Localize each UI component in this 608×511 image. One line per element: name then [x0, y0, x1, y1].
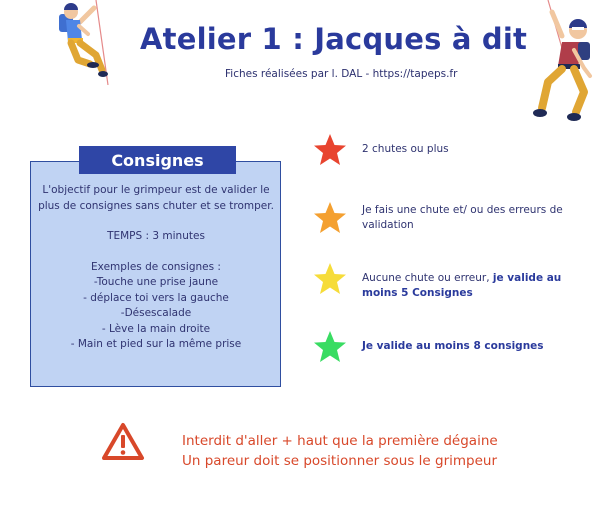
star-shape: [314, 202, 346, 233]
level-text: 2 chutes ou plus: [362, 143, 449, 155]
warning-line-1: Interdit d'aller + haut que la première dégaine: [182, 433, 498, 449]
level-text: Je fais une chute et/ ou des erreurs de validation: [362, 204, 563, 231]
page-subtitle: Fiches réalisées par l. DAL - https://tapeps.fr: [225, 68, 458, 80]
level-text-bold: Je valide au moins 8 consignes: [362, 340, 544, 352]
level-label-2: [362, 203, 582, 233]
star-shape: [314, 263, 346, 294]
red-star-icon: [313, 133, 347, 167]
orange-star-icon: [313, 201, 347, 235]
level-text-bold: je valide au moins 5 Consignes: [362, 272, 562, 299]
level-text: Aucune chute ou erreur,: [362, 272, 493, 284]
climber-left-icon: [50, 0, 120, 85]
instructions-intro: L'objectif pour le grimpeur est de valider le plus de consignes sans chuter et se tromper.: [38, 184, 274, 212]
example-item: - déplace toi vers la gauche: [83, 291, 229, 304]
example-item: - Lève la main droite: [101, 322, 211, 335]
yellow-star-icon: [313, 262, 347, 296]
level-label-3: [362, 271, 582, 301]
instructions-heading: Consignes: [79, 146, 236, 174]
example-item: -Désescalade: [120, 307, 192, 319]
climber-right-icon: [518, 0, 603, 125]
instructions-time: TEMPS : 3 minutes: [107, 230, 205, 242]
level-label-1: [362, 142, 582, 157]
star-shape: [314, 331, 346, 362]
example-item: -Touche une prise jaune: [93, 276, 219, 288]
warning-line-2: Un pareur doit se positionner sous le grimpeur: [182, 453, 498, 469]
page-title: Atelier 1 : Jacques à dit: [140, 22, 528, 56]
example-item: - Main et pied sur la même prise: [70, 338, 242, 350]
warning-text: [182, 431, 498, 471]
instructions-content: [36, 183, 276, 353]
examples-title: Exemples de consignes :: [91, 260, 221, 273]
star-shape: [314, 134, 346, 165]
green-star-icon: [313, 330, 347, 364]
warning-triangle-icon: [101, 422, 145, 462]
level-label-4: [362, 339, 582, 354]
